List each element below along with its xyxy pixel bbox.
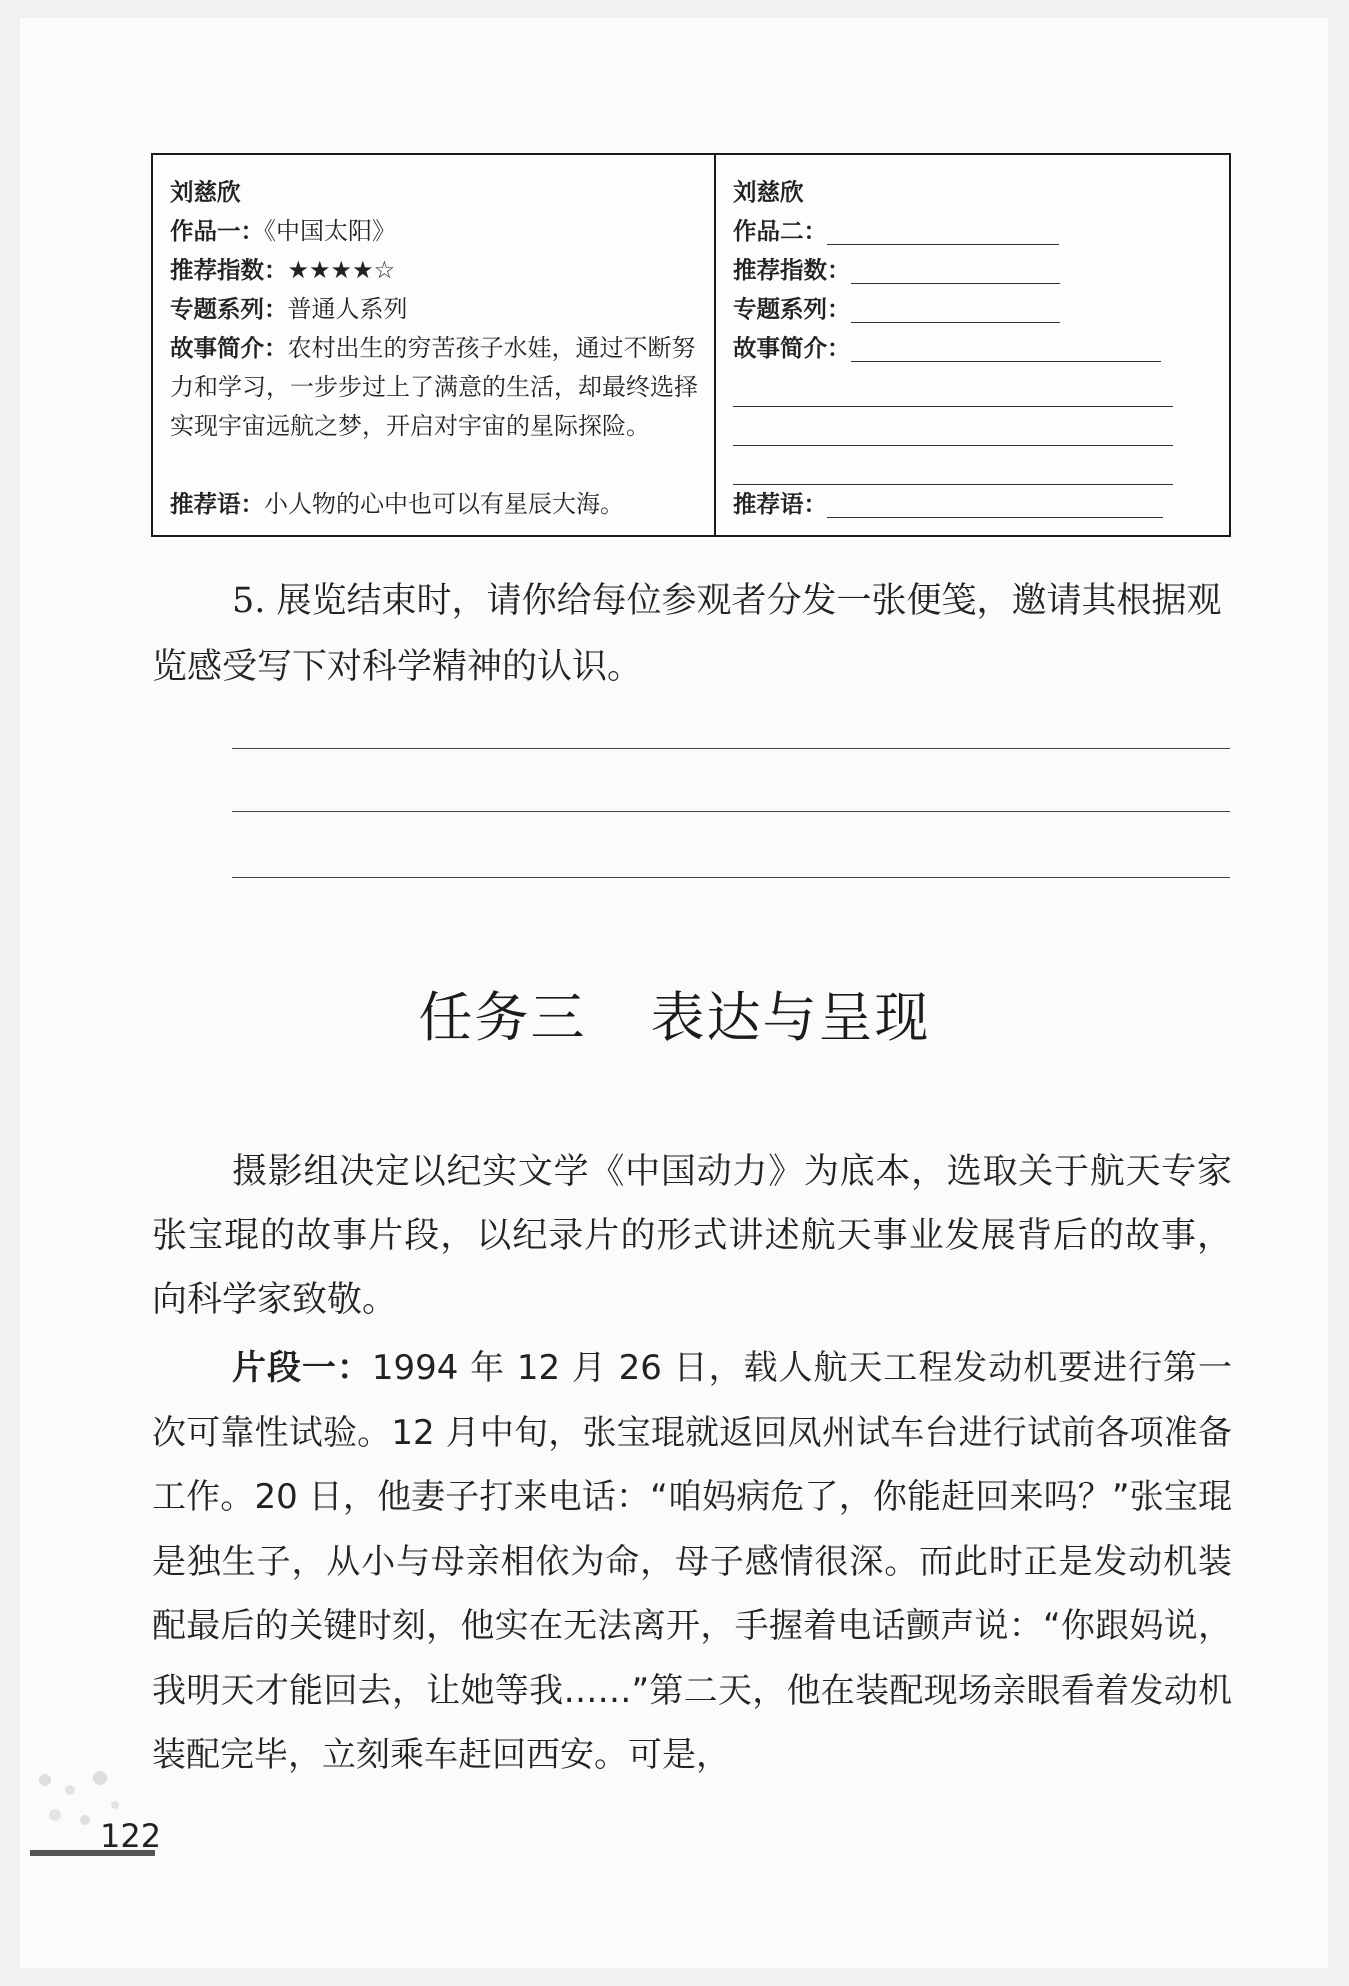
segment-one-label: 片段一： xyxy=(232,1348,372,1388)
answer-line[interactable] xyxy=(232,748,1230,749)
page-number: 122 xyxy=(100,1817,162,1855)
intro-paragraph: 摄影组决定以纪实文学《中国动力》为底本，选取关于航天专家张宝琨的故事片段，以纪录片的形式讲述航天事业发展背后的故事，向科学家致敬。 xyxy=(152,1152,1232,1320)
rating-stars: ★★★★☆ xyxy=(287,256,396,284)
card-quote-text: 小人物的心中也可以有星辰大海。 xyxy=(264,490,624,518)
card-work-one xyxy=(153,155,716,535)
summary-blank-line[interactable] xyxy=(733,446,1173,485)
quote-blank[interactable] xyxy=(827,487,1163,518)
card-summary-row: 故事简介： xyxy=(733,329,1215,368)
card-series-row: 专题系列：普通人系列 xyxy=(170,295,408,323)
card-quote-row: 推荐语： xyxy=(733,485,1215,524)
section-title: 任务三 表达与呈现 xyxy=(418,986,931,1049)
segment-one-text: 1994 年 12 月 26 日，载人航天工程发动机要进行第一次可靠性试验。12 月中旬，张宝琨就返回凤州试车台进行试前各项准备工作。20 日，他妻子打来电话：“咱妈病危了，你能赶回来吗？”张宝琨是独生子，从小与母亲相依为命，母子感情很深。而此时正是发动机装配最后的关键时刻，他实在无法离开，手握着电话颤声说：“你跟妈说，我明天才能回去，让她等我……”第二天，他在装配现场亲眼看着发动机装配完毕，立刻乘车赶回西安。可是， xyxy=(152,1348,1233,1775)
card-summary-text: 农村出生的穷苦孩子水娃，通过不断努力和学习，一步步过上了满意的生活，却最终选择实现宇宙远航之梦，开启对宇宙的星际探险。 xyxy=(170,334,698,440)
answer-line[interactable] xyxy=(232,877,1230,878)
summary-blank-line[interactable] xyxy=(733,407,1173,446)
body-text xyxy=(152,1140,1232,1788)
question-5: 5. 展览结束时，请你给每位参观者分发一张便笺，邀请其根据观览感受写下对科学精神的认识。 xyxy=(152,581,1222,687)
card-rating-row: 推荐指数： xyxy=(733,251,1215,290)
summary-blank-line[interactable] xyxy=(733,368,1173,407)
card-summary: 故事简介：农村出生的穷苦孩子水娃，通过不断努力和学习，一步步过上了满意的生活，却最终选择实现宇宙远航之梦，开启对宇宙的星际探险。 xyxy=(170,334,698,440)
summary-blank[interactable] xyxy=(851,331,1161,362)
card-quote-row: 推荐语：小人物的心中也可以有星辰大海。 xyxy=(170,490,624,518)
recommendation-card-table xyxy=(151,153,1231,537)
card-series-value: 普通人系列 xyxy=(287,295,408,323)
card-series-row: 专题系列： xyxy=(733,290,1215,329)
card-author: 刘慈欣 xyxy=(733,178,804,206)
card-work-value: 《中国太阳》 xyxy=(264,217,396,245)
card-work-row: 作品一：《中国太阳》 xyxy=(170,217,396,245)
series-blank[interactable] xyxy=(851,292,1060,323)
segment-one-paragraph xyxy=(152,1336,1232,1788)
card-work-two xyxy=(716,155,1229,535)
work-blank[interactable] xyxy=(827,214,1059,245)
card-rating-row: 推荐指数：★★★★☆ xyxy=(170,256,396,284)
card-work-row: 作品二： xyxy=(733,212,1215,251)
card-author: 刘慈欣 xyxy=(170,178,241,206)
answer-line[interactable] xyxy=(232,811,1230,812)
rating-blank[interactable] xyxy=(851,253,1060,284)
